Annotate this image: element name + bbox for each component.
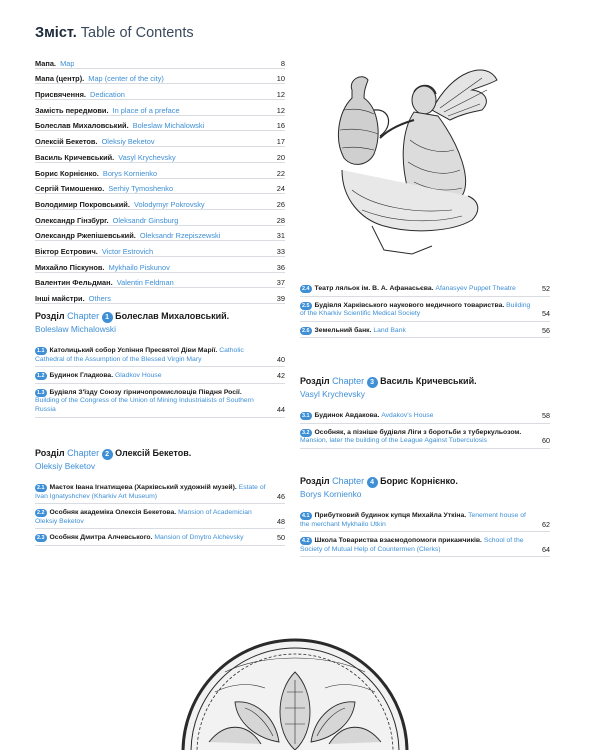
- item-title-en: Gladkov House: [115, 372, 162, 380]
- item-page-number: 42: [277, 371, 285, 381]
- toc-label-en: Vasyl Krychevsky: [118, 152, 176, 162]
- toc-row-michalowski[interactable]: [35, 116, 285, 132]
- toc-page-number: 22: [276, 168, 285, 178]
- toc-row-estrovich[interactable]: [35, 241, 285, 257]
- item-title-en: Estate of Ivan Ignatyshchev (Kharkiv Art Museum): [35, 484, 266, 500]
- toc-label-ua: Інші майстри.: [35, 294, 85, 303]
- item-page-number: 54: [542, 309, 550, 319]
- chapter-1: [35, 310, 285, 418]
- item-number-badge: 3.2: [302, 429, 310, 436]
- item-title-en: Afanasyev Puppet Theatre: [435, 285, 516, 292]
- chapter-word-ua: Розділ: [35, 311, 65, 321]
- chapter-2: [35, 447, 285, 546]
- chapter-4: [300, 475, 550, 557]
- toc-page-number: 28: [276, 215, 285, 225]
- toc-label-ua: Мапа.: [35, 58, 56, 68]
- list-item[interactable]: [35, 484, 285, 504]
- toc-label-en: Victor Estrovich: [101, 246, 154, 256]
- ornamental-rosette-illustration: [175, 632, 415, 750]
- chapter-word-ua: Розділ: [35, 448, 65, 458]
- item-page-number: 40: [277, 354, 285, 364]
- toc-label-en: Volodymyr Pokrovsky: [133, 199, 205, 209]
- item-title-en: Mansion of Academician Oleksiy Beketov: [35, 509, 252, 525]
- toc-label-ua: Борис Корнієнко.: [35, 168, 99, 178]
- item-page-number: 62: [542, 519, 550, 529]
- list-item[interactable]: [300, 285, 550, 297]
- toc-page-number: 36: [276, 262, 285, 272]
- toc-label-en: Borys Kornienko: [102, 168, 158, 178]
- chapter-3: [300, 375, 550, 449]
- list-item[interactable]: [35, 389, 285, 418]
- toc-list: [35, 53, 285, 304]
- toc-row-feldman[interactable]: [35, 273, 285, 289]
- toc-label-en: Valentin Feldman: [116, 278, 174, 288]
- list-item[interactable]: [35, 372, 285, 384]
- item-number-badge: 2.3: [37, 535, 45, 542]
- list-item[interactable]: [35, 509, 285, 529]
- chapter-heading[interactable]: [35, 447, 285, 460]
- toc-page-number: 26: [276, 199, 285, 209]
- toc-label-ua: Присвячення.: [35, 90, 86, 100]
- item-title-ua: Земельний банк.: [314, 326, 372, 334]
- item-title-ua: Будівля Харківського наукового медичного товариства.: [314, 301, 505, 309]
- toc-row-map-center[interactable]: [35, 69, 285, 85]
- toc-label-ua: Сергій Тимошенко.: [35, 184, 105, 194]
- chapter-number-badge: 4: [367, 477, 378, 488]
- toc-row-ginsburg[interactable]: [35, 210, 285, 226]
- toc-row-kornienko[interactable]: [35, 163, 285, 179]
- toc-label-en: Boleslaw Michalowski: [132, 121, 205, 131]
- item-title-en: Land Bank: [373, 326, 406, 334]
- chapter-name-en: Vasyl Krychevsky: [300, 389, 365, 399]
- chapter-heading[interactable]: [300, 375, 550, 388]
- toc-label-en: Map (center of the city): [88, 74, 164, 84]
- chapter-name-ua: Болеслав Михаловський.: [115, 311, 230, 321]
- toc-label-en: Mykhailo Piskunov: [108, 262, 170, 272]
- toc-label-ua: Віктор Естрович.: [35, 246, 98, 256]
- toc-label-en: Serhiy Tymoshenko: [108, 184, 174, 194]
- toc-label-ua: Василь Кричевський.: [35, 152, 115, 162]
- list-item[interactable]: [300, 512, 550, 532]
- toc-row-piskunov[interactable]: [35, 257, 285, 273]
- toc-page-number: 39: [276, 294, 285, 303]
- toc-row-dedication[interactable]: [35, 84, 285, 100]
- list-item[interactable]: [300, 302, 550, 322]
- item-number-badge: 1.3: [37, 389, 45, 396]
- chapter-word-ua: Розділ: [300, 476, 330, 486]
- list-item[interactable]: [300, 412, 550, 424]
- toc-row-others[interactable]: [35, 288, 285, 304]
- toc-label-ua: Мапа (центр).: [35, 74, 85, 84]
- toc-row-beketov[interactable]: [35, 131, 285, 147]
- item-title-ua: Театр ляльок ім. В. А. Афанасьєва.: [314, 285, 434, 292]
- list-item[interactable]: [35, 347, 285, 367]
- toc-label-ua: Олексій Бекетов.: [35, 137, 98, 147]
- item-number-badge: 3.1: [302, 413, 310, 419]
- item-page-number: 52: [542, 284, 550, 293]
- chapter-number-badge: 3: [367, 377, 378, 388]
- chapter-word-en: Chapter: [332, 476, 365, 486]
- toc-page-number: 24: [276, 184, 285, 194]
- toc-row-pokrovsky[interactable]: [35, 194, 285, 210]
- list-item[interactable]: [300, 327, 550, 339]
- chapter-number-badge: 2: [102, 449, 113, 460]
- item-title-en: Avdakov's House: [381, 412, 434, 419]
- item-title-ua: Особняк академіка Олексія Бекетова.: [49, 509, 177, 517]
- item-number-badge: 2.5: [302, 302, 310, 309]
- chapter-number-badge: 1: [102, 312, 113, 323]
- item-title-ua: Католицький собор Успіння Пресвятої Діви Марії.: [49, 347, 218, 354]
- toc-page-number: 8: [280, 58, 285, 68]
- toc-label-ua: Олександр Ржепішевський.: [35, 231, 136, 241]
- chapter-word-en: Chapter: [67, 448, 100, 458]
- item-number-badge: 2.6: [302, 327, 310, 334]
- item-page-number: 64: [542, 544, 550, 554]
- page-title: [35, 25, 194, 41]
- toc-row-rzepiszewski[interactable]: [35, 226, 285, 242]
- item-title-en: School of the Society of Mutual Help of Countermen (Clerks): [300, 537, 524, 553]
- title-ua: Зміст.: [35, 25, 77, 41]
- toc-page-number: 12: [276, 90, 285, 100]
- toc-label-en: Oleksandr Ginsburg: [112, 215, 179, 225]
- item-page-number: 50: [277, 533, 285, 543]
- item-page-number: 48: [277, 516, 285, 526]
- toc-page-number: 33: [276, 246, 285, 256]
- item-number-badge: 2.2: [37, 510, 45, 517]
- item-number-badge: 2.1: [37, 485, 45, 491]
- item-page-number: 58: [542, 411, 550, 420]
- item-title-en: Mansion of Dmytro Alchevsky: [154, 534, 244, 542]
- item-number-badge: 1.1: [37, 348, 45, 354]
- chapter-heading[interactable]: [35, 310, 285, 323]
- sculpture-figure-illustration: [322, 50, 502, 270]
- toc-label-ua: Валентин Фельдман.: [35, 278, 113, 288]
- list-item[interactable]: [300, 537, 550, 557]
- toc-label-ua: Володимир Покровський.: [35, 199, 130, 209]
- item-page-number: 56: [542, 325, 550, 335]
- chapter-word-en: Chapter: [332, 376, 365, 386]
- item-title-ua: Маєток Івана Ігнатищева (Харківський художній музей).: [49, 484, 237, 491]
- item-title-en: Catholic Cathedral of the Assumption of the Blessed Virgin Mary: [35, 347, 244, 363]
- item-number-badge: 4.1: [302, 513, 310, 519]
- toc-row-tymoshenko[interactable]: [35, 179, 285, 195]
- toc-label-ua: Замість передмови.: [35, 105, 109, 115]
- item-number-badge: 4.2: [302, 538, 310, 545]
- title-en: Table of Contents: [80, 25, 194, 41]
- toc-label-ua: Болеслав Михаловський.: [35, 121, 129, 131]
- item-title-ua: Будинок Гладкова.: [49, 372, 114, 380]
- chapter-name-ua: Борис Корнієнко.: [380, 476, 458, 486]
- item-title-ua: Прибутковий будинок купця Михайла Уткіна.: [314, 512, 467, 519]
- item-title-en: Building of the Kharkiv Scientific Medical Society: [300, 301, 531, 318]
- item-title-ua: Школа Товариства взаємодопомоги прикажчиків.: [314, 537, 482, 545]
- item-title-en: Mansion, later the building of the League Against Tuberculosis: [300, 437, 488, 445]
- chapter-word-en: Chapter: [67, 311, 100, 321]
- item-page-number: 46: [277, 491, 285, 501]
- item-title-ua: Особняк, а пізніше будівля Ліги з боротьби з туберкульозом.: [314, 428, 522, 436]
- toc-label-en: Map: [60, 58, 75, 68]
- chapter-name-en: Borys Kornienko: [300, 489, 362, 499]
- toc-label-en: In place of a preface: [112, 105, 180, 115]
- chapter-name-en: Boleslaw Michalowski: [35, 324, 116, 334]
- toc-label-ua: Олександр Гінзбург.: [35, 215, 109, 225]
- item-title-en: Building of the Congress of the Union of Mining Industrialists of Southern Russia: [35, 397, 254, 413]
- item-number-badge: 1.2: [37, 373, 45, 380]
- item-number-badge: 2.4: [302, 286, 310, 292]
- chapter-name-ua: Олексій Бекетов.: [115, 448, 192, 458]
- chapter-word-ua: Розділ: [300, 376, 330, 386]
- toc-page-number: 12: [276, 105, 285, 115]
- chapter-2-continued: [300, 285, 550, 338]
- list-item[interactable]: [35, 534, 285, 546]
- toc-page-number: 10: [276, 74, 285, 84]
- toc-label-ua: Михайло Піскунов.: [35, 262, 105, 272]
- chapter-heading[interactable]: [300, 475, 550, 488]
- item-title-ua: Будинок Авдакова.: [314, 412, 380, 419]
- toc-row-map[interactable]: [35, 53, 285, 69]
- item-page-number: 60: [542, 436, 550, 446]
- toc-page-number: 17: [276, 137, 285, 147]
- chapter-name-en: Oleksiy Beketov: [35, 461, 96, 471]
- toc-page-number: 20: [276, 152, 285, 162]
- item-page-number: 44: [277, 404, 285, 414]
- toc-label-en: Oleksandr Rzepiszewski: [139, 231, 221, 241]
- toc-page-number: 31: [276, 231, 285, 241]
- list-item[interactable]: [300, 429, 550, 449]
- toc-label-en: Oleksiy Beketov: [101, 137, 155, 147]
- toc-label-en: Others: [88, 294, 111, 303]
- item-title-ua: Будівля З'їзду Союзу гірничопромисловців Півдня Росії.: [49, 388, 242, 396]
- toc-row-preface[interactable]: [35, 100, 285, 116]
- toc-page-number: 16: [276, 121, 285, 131]
- toc-row-krychevsky[interactable]: [35, 147, 285, 163]
- toc-label-en: Dedication: [90, 90, 125, 100]
- toc-page-number: 37: [276, 278, 285, 288]
- item-title-en: Tenement house of the merchant Mykhailo Utkin: [300, 512, 526, 528]
- chapter-name-ua: Василь Кричевський.: [380, 376, 477, 386]
- item-title-ua: Особняк Дмитра Алчевського.: [49, 534, 153, 542]
